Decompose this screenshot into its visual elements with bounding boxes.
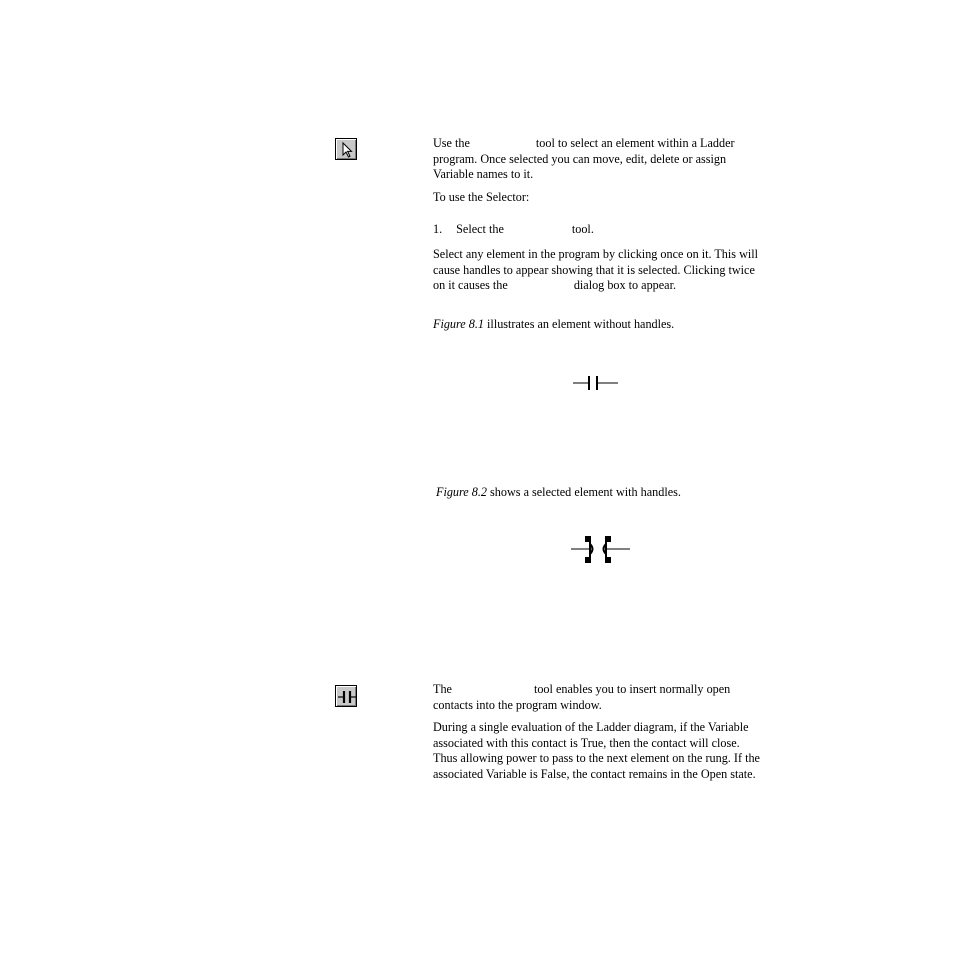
selector-arrow-icon bbox=[336, 139, 358, 161]
figure-8-2-caption: Figure 8.2 shows a selected element with handles. bbox=[436, 485, 681, 499]
contact-without-handles-icon bbox=[573, 374, 621, 392]
contact-tool-button[interactable] bbox=[335, 685, 357, 707]
contact-evaluation-paragraph: During a single evaluation of the Ladder diagram, if the Variable associated with this contact is True, then the contact will close. Thus allowing power to pass to the next element on the rung. If the associated Variable is False, the contact remains in the Open state. bbox=[433, 720, 760, 781]
normally-open-contact-icon bbox=[336, 686, 358, 708]
contact-with-handles-icon bbox=[571, 535, 633, 565]
selector-usage-heading: To use the Selector: bbox=[433, 190, 530, 204]
selector-step-1: 1. Select the tool. bbox=[433, 222, 594, 236]
figure-8-1-caption: Figure 8.1 illustrates an element without handles. bbox=[433, 317, 675, 331]
selector-tool-button[interactable] bbox=[335, 138, 357, 160]
selector-handles-paragraph: Select any element in the program by clicking once on it. This will cause handles to appear showing that it is selected. Clicking twice on it causes the dialog box to appear. bbox=[433, 247, 759, 293]
contact-intro-paragraph: The tool enables you to insert normally open contacts into the program window. bbox=[433, 682, 731, 712]
selector-intro-paragraph: Use the tool to select an element within a Ladder program. Once selected you can move, edit, delete or assign Variable names to it. bbox=[433, 136, 735, 182]
